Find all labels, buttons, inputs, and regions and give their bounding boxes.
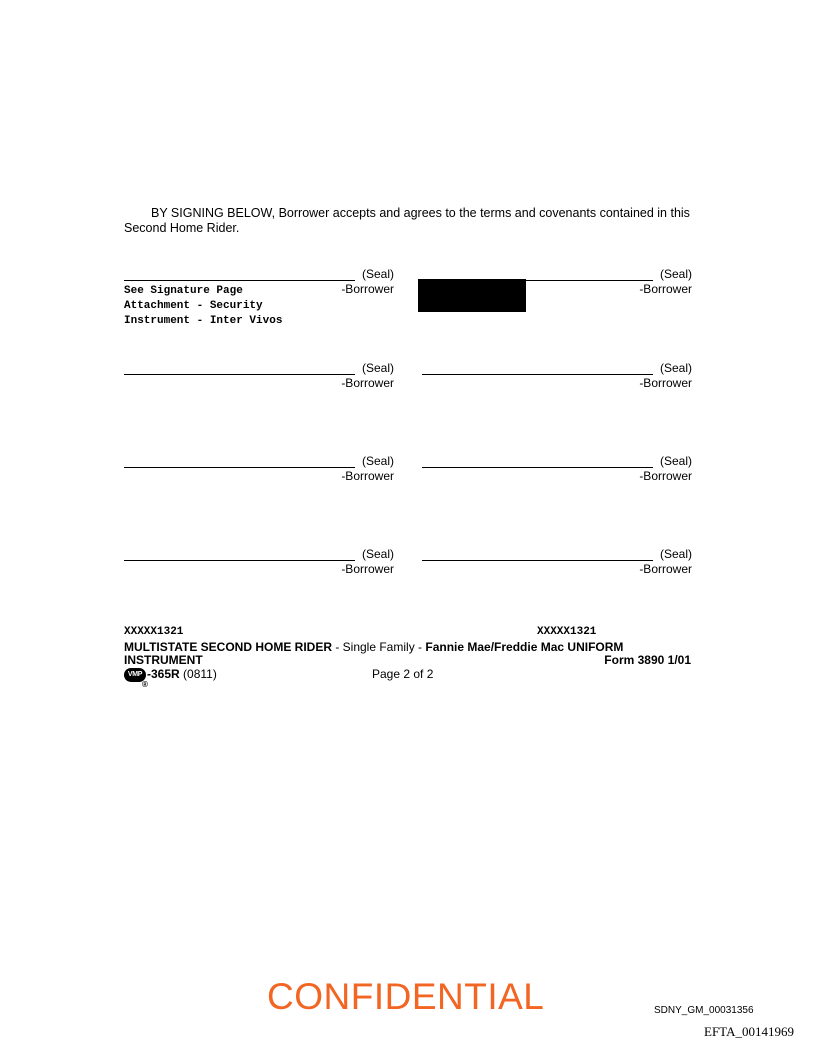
signature-block-5 [124,454,394,486]
signature-block-4 [422,361,692,393]
signature-block-8 [422,547,692,579]
bates-number: SDNY_GM_00031356 [654,1005,754,1016]
seal-label: (Seal) [361,361,394,375]
form-subtitle: - Single Family - [332,640,426,654]
intro-paragraph [124,206,692,236]
seal-label: (Seal) [659,361,692,375]
signature-line [422,467,653,468]
form-title: MULTISTATE SECOND HOME RIDER [124,640,332,654]
signature-note-line: Instrument - Inter Vivos [124,315,283,327]
form-number: Form 3890 1/01 [604,653,691,667]
seal-label: (Seal) [659,454,692,468]
borrower-label: -Borrower [341,282,394,296]
signature-block-3 [124,361,394,393]
page-number: Page 2 of 2 [372,667,434,681]
form-agency: Fannie Mae/Freddie Mac UNIFORM [425,640,624,654]
seal-label: (Seal) [659,267,692,281]
seal-label: (Seal) [361,547,394,561]
seal-label: (Seal) [361,267,394,281]
efta-number: EFTA_00141969 [704,1024,794,1039]
signature-block-6 [422,454,692,486]
signature-line [124,374,355,375]
signature-line [422,374,653,375]
loan-id-left: XXXXX1321 [124,626,184,638]
signature-block-7 [124,547,394,579]
seal-label: (Seal) [659,547,692,561]
signature-note-line: Attachment - Security [124,300,263,312]
form-instrument: INSTRUMENT [124,653,203,667]
signature-note-line: See Signature Page [124,285,243,297]
borrower-label: -Borrower [639,562,692,576]
loan-id-right: XXXXX1321 [537,626,597,638]
form-code-date: (0811) [179,667,217,681]
form-code-line [147,668,217,681]
signature-note [124,284,282,329]
borrower-label: -Borrower [341,469,394,483]
borrower-label: -Borrower [639,282,692,296]
borrower-label: -Borrower [639,376,692,390]
vmp-logo-icon: VMP [124,668,146,682]
signature-line [422,560,653,561]
signature-line [124,467,355,468]
redaction-box [418,279,526,312]
signature-line [124,280,355,281]
borrower-label: -Borrower [341,562,394,576]
seal-label: (Seal) [361,454,394,468]
intro-text: BY SIGNING BELOW, Borrower accepts and agrees to the terms and covenants contained in this Second Home Rider. [124,206,690,235]
borrower-label: -Borrower [341,376,394,390]
confidential-stamp: CONFIDENTIAL [267,976,545,1017]
borrower-label: -Borrower [639,469,692,483]
registered-mark: ® [142,680,148,689]
form-code: -365R [147,667,180,681]
signature-line [124,560,355,561]
